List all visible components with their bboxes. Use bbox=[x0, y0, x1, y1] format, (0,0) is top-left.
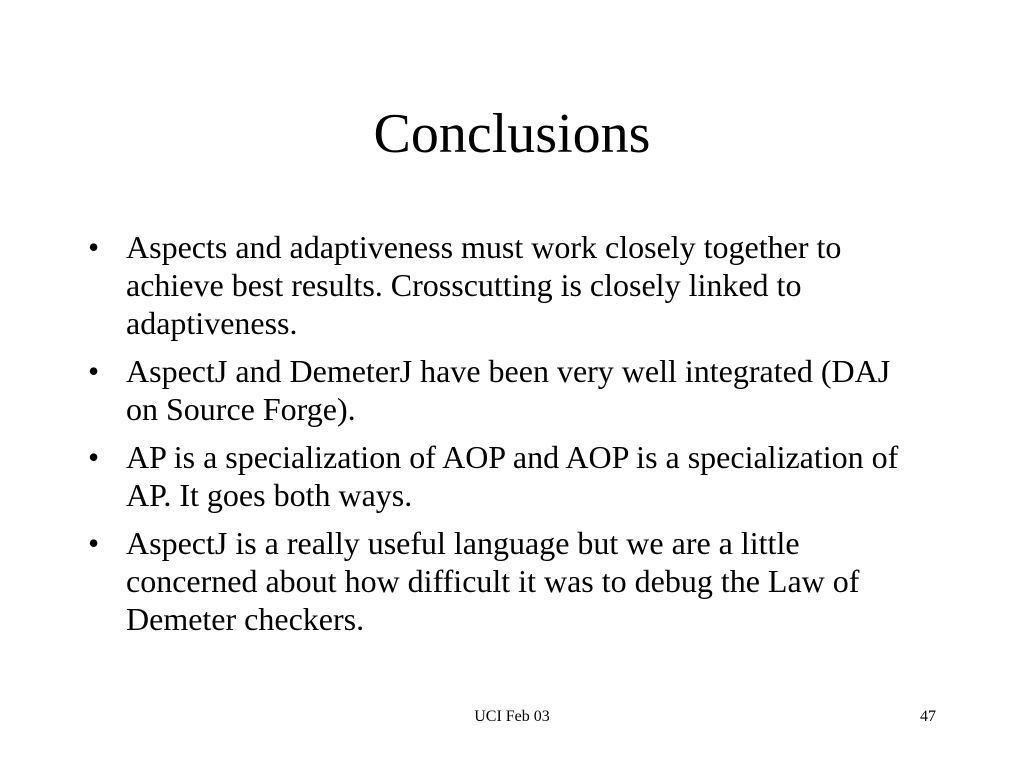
bullet-icon: • bbox=[88, 229, 100, 265]
bullet-icon: • bbox=[88, 439, 100, 475]
footer-label: UCI Feb 03 bbox=[474, 708, 550, 725]
bullet-list bbox=[88, 228, 908, 648]
bullet-text: AspectJ is a really useful language but we are a little concerned about how difficult it was to debug the Law of Demeter checkers. bbox=[126, 525, 860, 637]
slide-title: Conclusions bbox=[373, 103, 651, 165]
bullet-text: Aspects and adaptiveness must work closely together to achieve best results. Crosscutting is closely linked to adaptiveness. bbox=[126, 229, 842, 341]
page-number: 47 bbox=[920, 708, 936, 725]
bullet-item bbox=[88, 228, 908, 342]
bullet-text: AspectJ and DemeterJ have been very well integrated (DAJ on Source Forge). bbox=[126, 353, 891, 427]
bullet-text: AP is a specialization of AOP and AOP is a specialization of AP. It goes both ways. bbox=[126, 439, 899, 513]
bullet-icon: • bbox=[88, 353, 100, 389]
bullet-item bbox=[88, 438, 908, 514]
bullet-item bbox=[88, 352, 908, 428]
bullet-icon: • bbox=[88, 525, 100, 561]
bullet-item bbox=[88, 524, 908, 638]
